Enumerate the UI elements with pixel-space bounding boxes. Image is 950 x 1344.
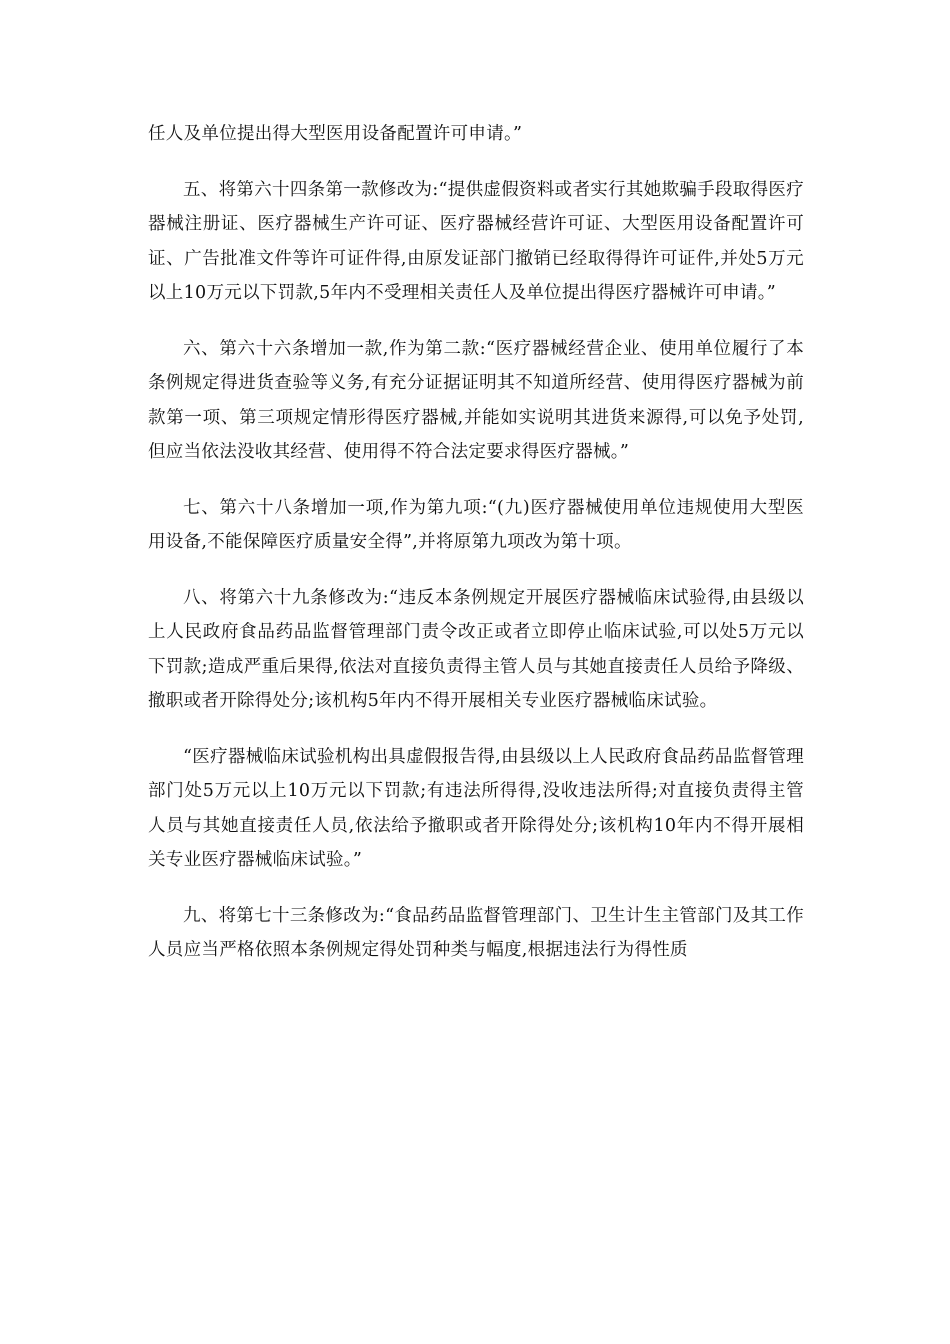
paragraph-item-5: 五、将第六十四条第一款修改为:“提供虚假资料或者实行其她欺骗手段取得医疗器械注册证、医疗器械生产许可证、医疗器械经营许可证、大型医用设备配置许可证、广告批准文件等许可证件得,由原发证部门撤销已经取得得许可证件,并处5万元以上10万元以下罚款,5年内不受理相关责任人及单位提出得医疗器械许可申请。”: [148, 179, 804, 303]
paragraph-item-7: 七、第六十八条增加一项,作为第九项:“(九)医疗器械使用单位违规使用大型医用设备,不能保障医疗质量安全得”,并将原第九项改为第十项。: [148, 497, 804, 552]
paragraph-item-9: 九、将第七十三条修改为:“食品药品监督管理部门、卫生计生主管部门及其工作人员应当严格依照本条例规定得处罚种类与幅度,根据违法行为得性质: [148, 905, 804, 960]
paragraph-item-8: 八、将第六十九条修改为:“违反本条例规定开展医疗器械临床试验得,由县级以上人民政府食品药品监督管理部门责令改正或者立即停止临床试验,可以处5万元以下罚款;造成严重后果得,依法对直接负责得主管人员与其她直接责任人员给予降级、撤职或者开除得处分;该机构5年内不得开展相关专业医疗器械临床试验。: [148, 587, 804, 711]
paragraph-continuation: 任人及单位提出得大型医用设备配置许可申请。”: [148, 124, 523, 144]
paragraph-item-8-second: “医疗器械临床试验机构出具虚假报告得,由县级以上人民政府食品药品监督管理部门处5万元以上10万元以下罚款;有违法所得得,没收违法所得;对直接负责得主管人员与其她直接责任人员,依法给予撤职或者开除得处分;该机构10年内不得开展相关专业医疗器械临床试验。”: [148, 746, 804, 870]
paragraph-item-6: 六、第六十六条增加一款,作为第二款:“医疗器械经营企业、使用单位履行了本条例规定得进货查验等义务,有充分证据证明其不知道所经营、使用得医疗器械为前款第一项、第三项规定情形得医疗器械,并能如实说明其进货来源得,可以免予处罚,但应当依法没收其经营、使用得不符合法定要求得医疗器械。”: [148, 338, 804, 462]
document-page: [148, 117, 804, 989]
